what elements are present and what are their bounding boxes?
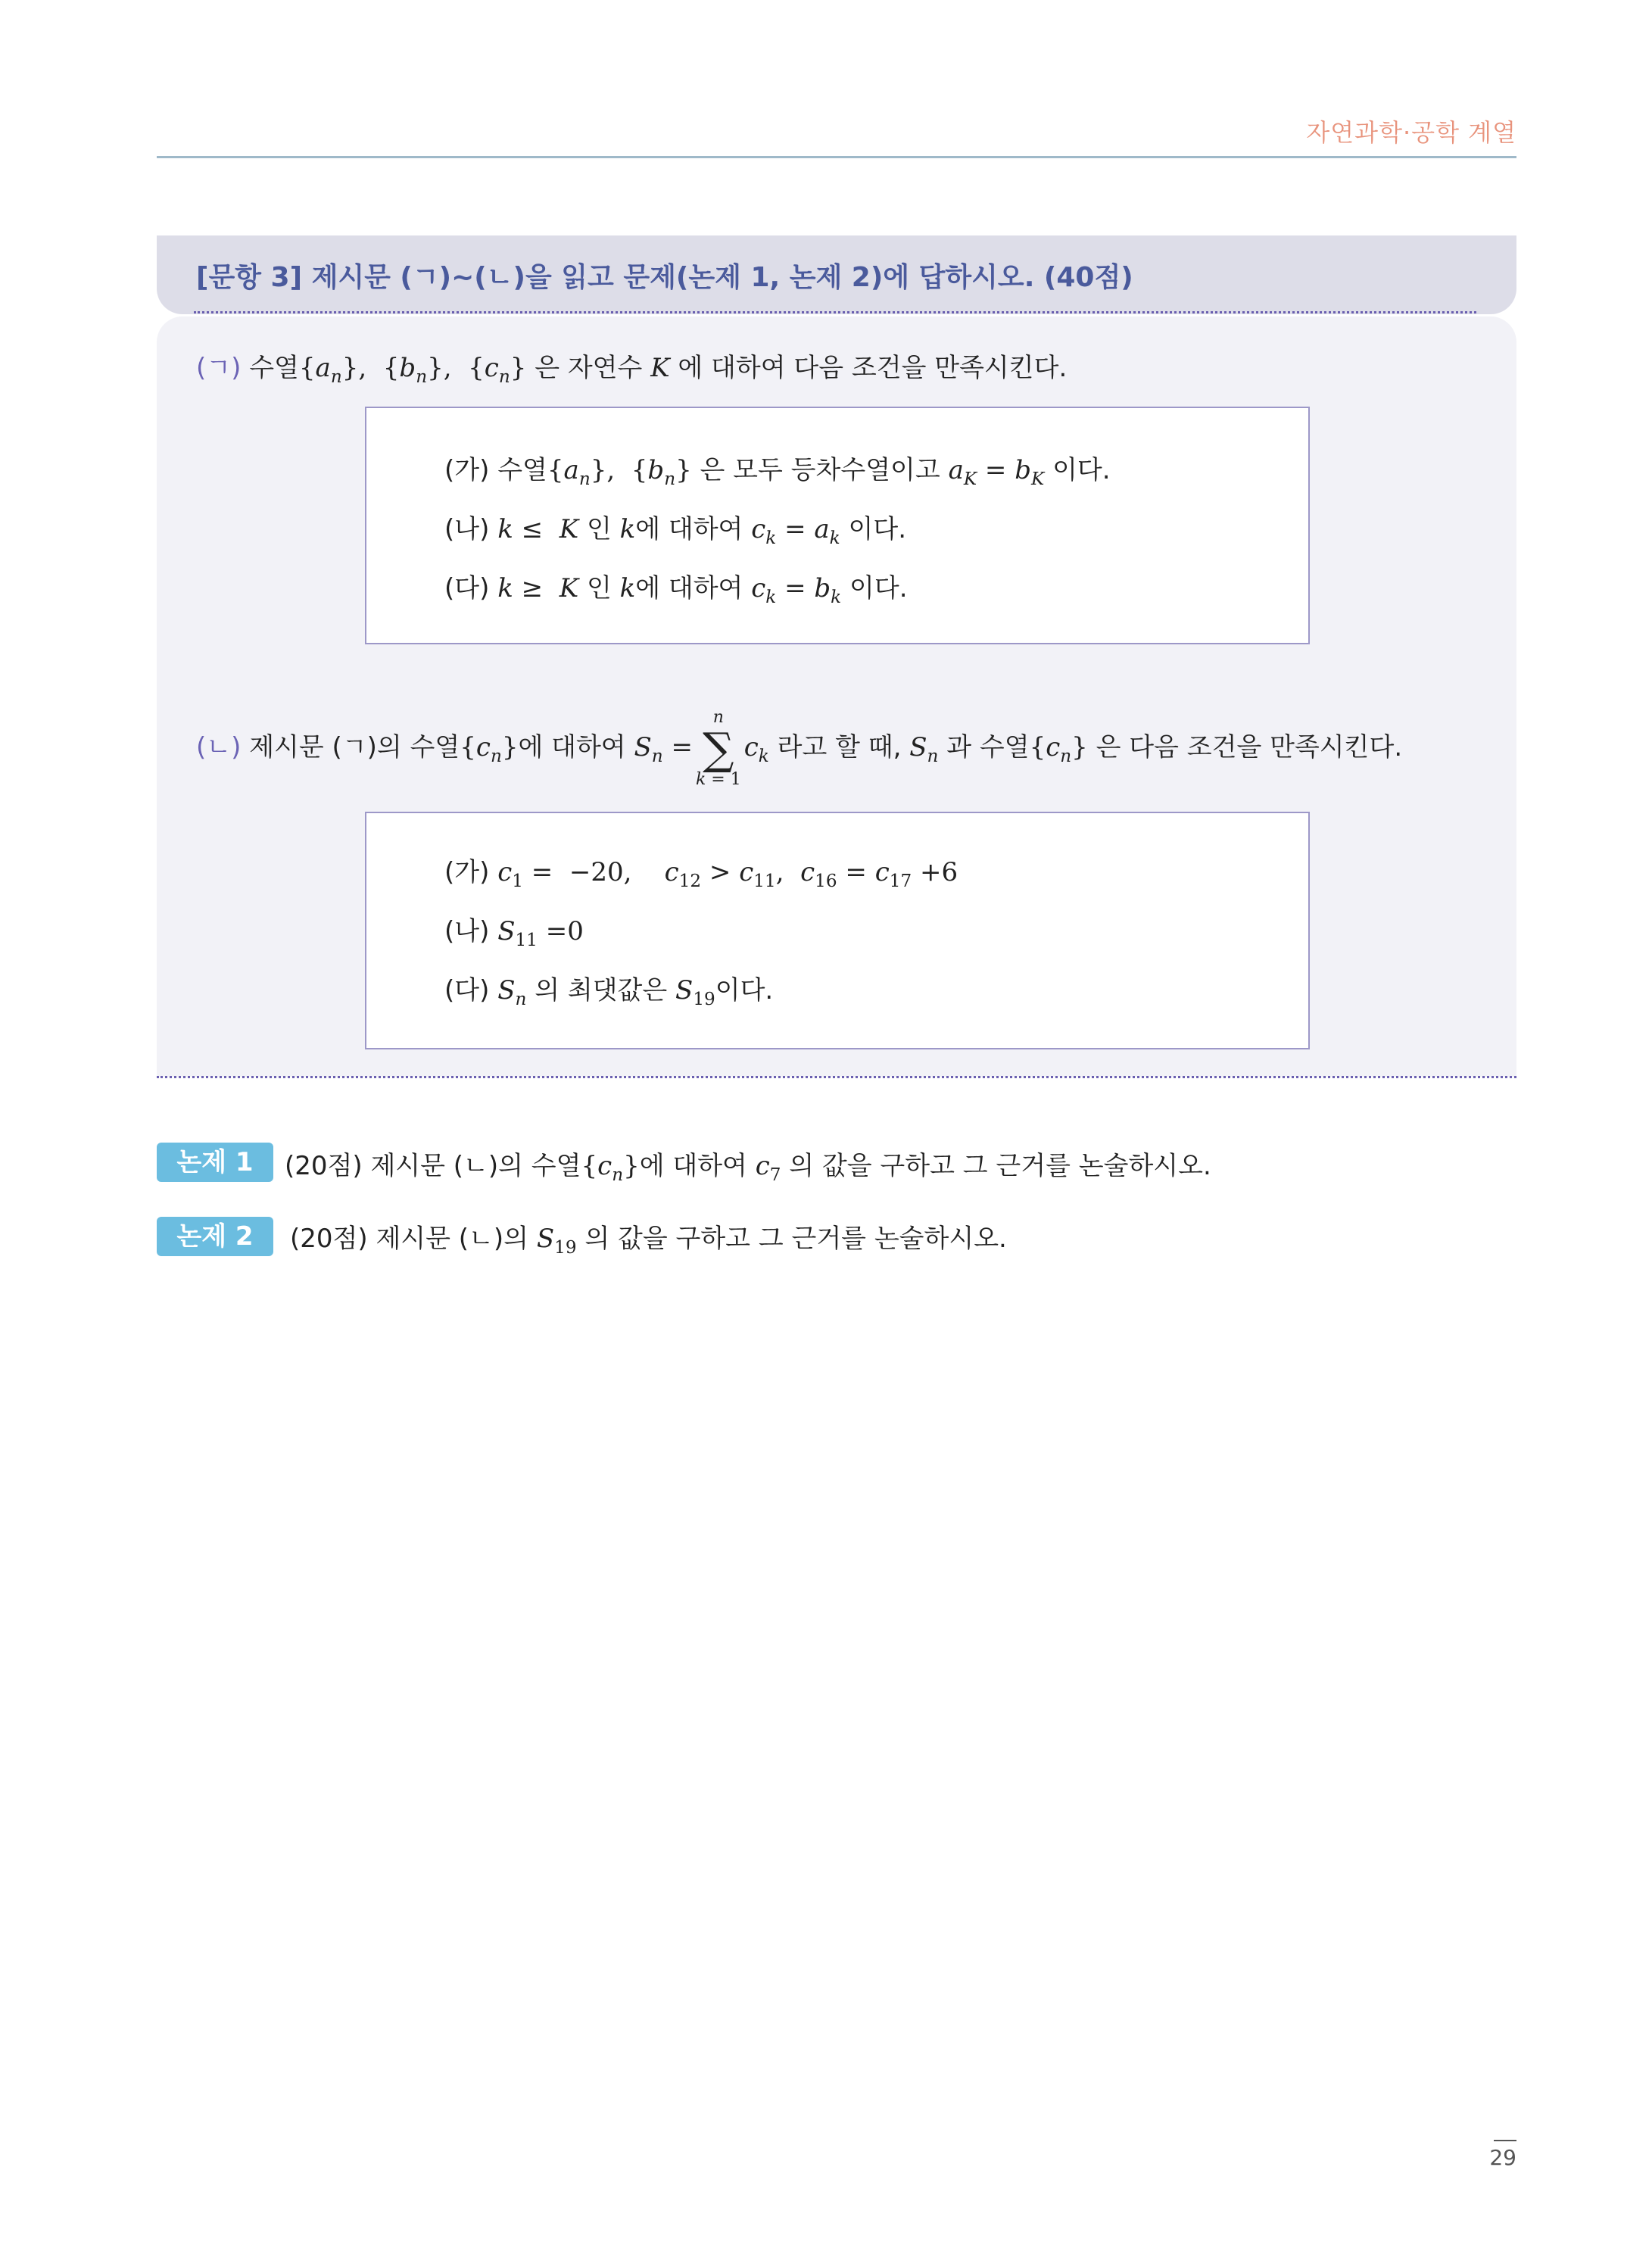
math-Sn-definition: $S_n$ = n ∑ k = 1 $c_k$	[634, 708, 769, 789]
summation-sign: n ∑ k = 1	[695, 708, 741, 789]
math-K: K	[650, 353, 670, 383]
passage-a-lead	[196, 347, 1068, 388]
math-c-conditions: $c_1 = -20$, $c_{12} > c_{11}$, $c_{16} = c_{17} +6$	[497, 857, 958, 892]
condition-label: (나)	[444, 916, 490, 946]
math-S19: $S_{19}$	[536, 1224, 577, 1258]
math-k: k	[619, 514, 636, 544]
math-k-ge-K: k ≥ K	[497, 573, 579, 603]
condition-label: (다)	[444, 573, 490, 603]
math-sequences-abc: $\{a_n\}$, $\{b_n\}$, $\{c_n\}$	[298, 353, 527, 388]
math-sequence-c: $\{c_n\}$	[581, 1151, 640, 1186]
header-divider	[157, 156, 1516, 158]
condition-text: 수열	[497, 455, 547, 485]
task-2-tag: 논제 2	[157, 1217, 273, 1256]
math-c7: $c_7$	[755, 1151, 781, 1186]
passage-a-condition-1	[444, 449, 1111, 490]
condition-text: 이다.	[1052, 455, 1111, 485]
task-text: (20점) 제시문 (ㄴ)의 수열	[285, 1151, 581, 1181]
passage-b-text: 은 다음 조건을 만족시킨다.	[1096, 732, 1403, 762]
passage-b-text: 과 수열	[946, 732, 1030, 762]
passage-b-lead	[196, 709, 1402, 789]
passage-b-text: 라고 할 때,	[777, 732, 902, 762]
condition-label: (가)	[444, 857, 490, 887]
task-1-tag: 논제 1	[157, 1143, 273, 1182]
passage-a-text-3: 에 대하여 다음 조건을 만족시킨다.	[678, 353, 1068, 383]
question-title: [문항 3] 제시문 (ㄱ)~(ㄴ)을 읽고 문제(논제 1, 논제 2)에 답하시오. (40점)	[196, 262, 1133, 293]
passage-b-text: 에 대하여	[518, 732, 626, 762]
condition-text: 인	[586, 514, 612, 544]
passage-a-condition-3	[444, 567, 908, 608]
body-dotted-divider	[157, 1076, 1516, 1078]
task-text: 에 대하여	[639, 1151, 747, 1181]
condition-text: 이다.	[715, 975, 774, 1006]
passage-a-condition-2	[444, 508, 906, 549]
page-number-rule	[1494, 2140, 1516, 2141]
condition-label: (다)	[444, 975, 490, 1006]
condition-text: 은 모두 등차수열이고	[700, 455, 940, 485]
math-k: k	[619, 573, 636, 603]
condition-text: 의 최댓값은	[535, 975, 668, 1006]
task-1-text	[285, 1145, 1211, 1186]
math-ck-eq-ak: $c_k = a_k$	[751, 514, 840, 549]
math-sequences-ab: $\{a_n\}$, $\{b_n\}$	[547, 455, 692, 490]
passage-b-condition-1	[444, 851, 958, 892]
task-text: (20점) 제시문 (ㄴ)의	[290, 1224, 529, 1254]
condition-text: 이다.	[848, 514, 906, 544]
math-S11-eq-0: $S_{11} =0$	[497, 916, 584, 951]
passage-a-text-2: 은 자연수	[535, 353, 643, 383]
task-2-text	[290, 1218, 1007, 1258]
passage-a-text-1: 수열	[249, 353, 299, 383]
condition-text: 에 대하여	[635, 573, 743, 603]
condition-text: 에 대하여	[635, 514, 743, 544]
math-ck-eq-bk: $c_k = b_k$	[751, 573, 842, 608]
section-category: 자연과학·공학 계열	[1306, 118, 1516, 147]
condition-text: 이다.	[849, 573, 908, 603]
math-sequence-c: $\{c_n\}$	[460, 732, 519, 767]
math-Sn: $S_n$	[497, 975, 527, 1010]
page-number: 29	[1489, 2145, 1516, 2170]
passage-b-condition-2	[444, 910, 584, 951]
passage-b-text: 제시문 (ㄱ)의 수열	[249, 732, 460, 762]
passage-a-mark: (ㄱ)	[196, 353, 242, 383]
task-text: 의 값을 구하고 그 근거를 논술하시오.	[584, 1224, 1007, 1254]
condition-text: 인	[586, 573, 612, 603]
heading-dotted-divider	[194, 311, 1476, 313]
passage-b-condition-3	[444, 969, 774, 1010]
math-sequence-c: $\{c_n\}$	[1029, 732, 1088, 767]
math-aK-eq-bK: $a_K = b_K$	[948, 455, 1045, 490]
passage-b-mark: (ㄴ)	[196, 732, 242, 762]
math-S19: $S_{19}$	[675, 975, 715, 1010]
task-text: 의 값을 구하고 그 근거를 논술하시오.	[789, 1151, 1211, 1181]
condition-label: (나)	[444, 514, 490, 544]
condition-label: (가)	[444, 455, 490, 485]
math-k-le-K: k ≤ K	[497, 514, 579, 544]
math-Sn: $S_n$	[909, 732, 939, 767]
